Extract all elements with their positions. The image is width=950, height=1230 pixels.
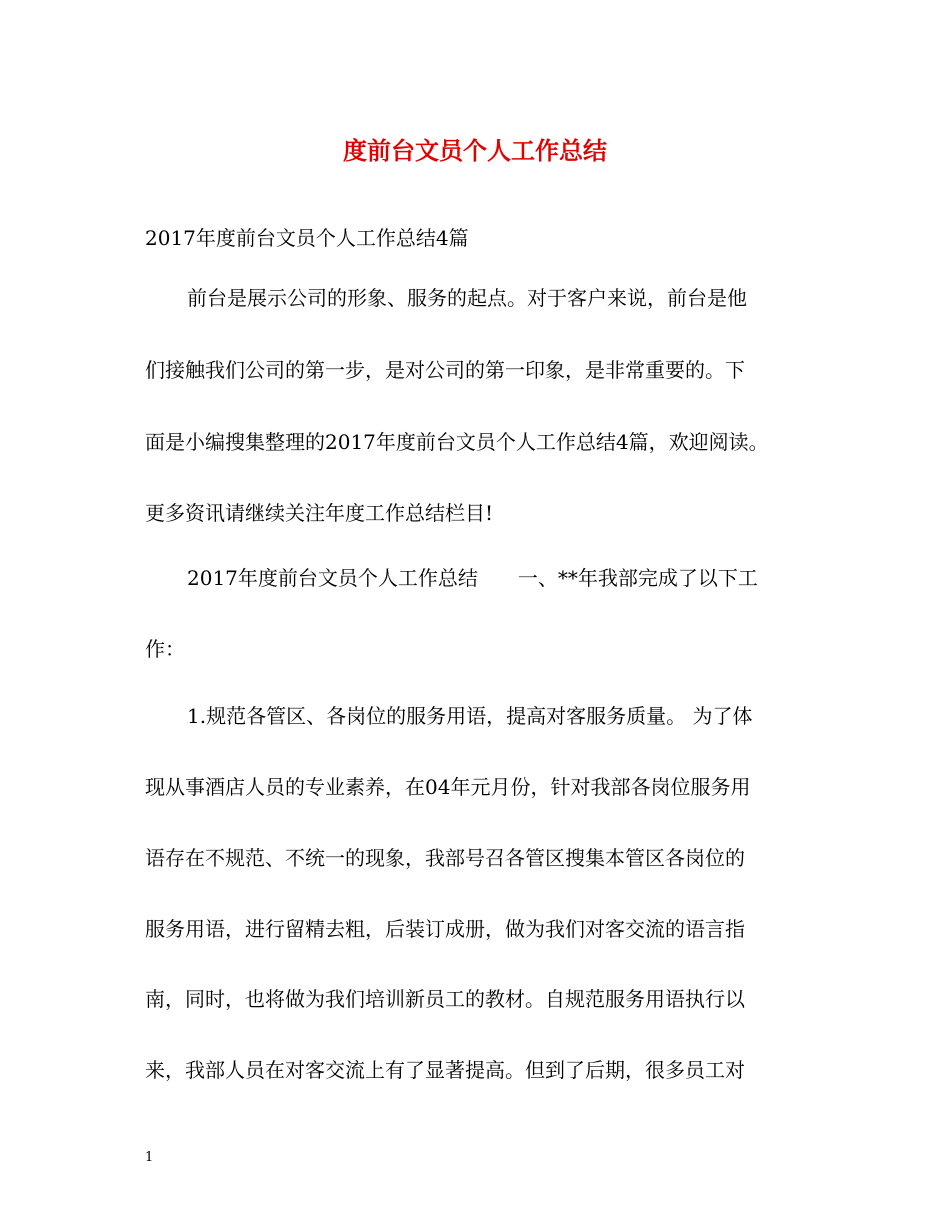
paragraph-line-4: 更多资讯请继续关注年度工作总结栏目! [145, 501, 494, 525]
page-number: 1 [145, 1150, 154, 1165]
paragraph-line-3: 面是小编搜集整理的2017年度前台文员个人工作总结4篇，欢迎阅读。 [145, 430, 769, 454]
document-title: 度前台文员个人工作总结 [343, 136, 607, 165]
paragraph-line-6: 作： [145, 637, 185, 661]
paragraph-line-2: 们接触我们公司的第一步，是对公司的第一印象，是非常重要的。下 [145, 358, 745, 382]
paragraph-line-9: 语存在不规范、不统一的现象，我部号召各管区搜集本管区各岗位的 [145, 846, 745, 870]
paragraph-line-5: 2017年度前台文员个人工作总结 一、**年我部完成了以下工 [187, 566, 758, 590]
paragraph-line-12: 来，我部人员在对客交流上有了显著提高。但到了后期，很多员工对 [145, 1058, 745, 1082]
document-subtitle: 2017年度前台文员个人工作总结4篇 [145, 226, 469, 250]
paragraph-line-7: 1.规范各管区、各岗位的服务用语，提高对客服务质量。 为了体 [187, 704, 753, 728]
paragraph-line-10: 服务用语，进行留精去粗，后装订成册，做为我们对客交流的语言指 [145, 917, 745, 941]
paragraph-line-1: 前台是展示公司的形象、服务的起点。对于客户来说，前台是他 [187, 286, 747, 310]
paragraph-line-8: 现从事酒店人员的专业素养，在04年元月份，针对我部各岗位服务用 [145, 775, 751, 799]
paragraph-line-11: 南，同时，也将做为我们培训新员工的教材。自规范服务用语执行以 [145, 987, 745, 1011]
